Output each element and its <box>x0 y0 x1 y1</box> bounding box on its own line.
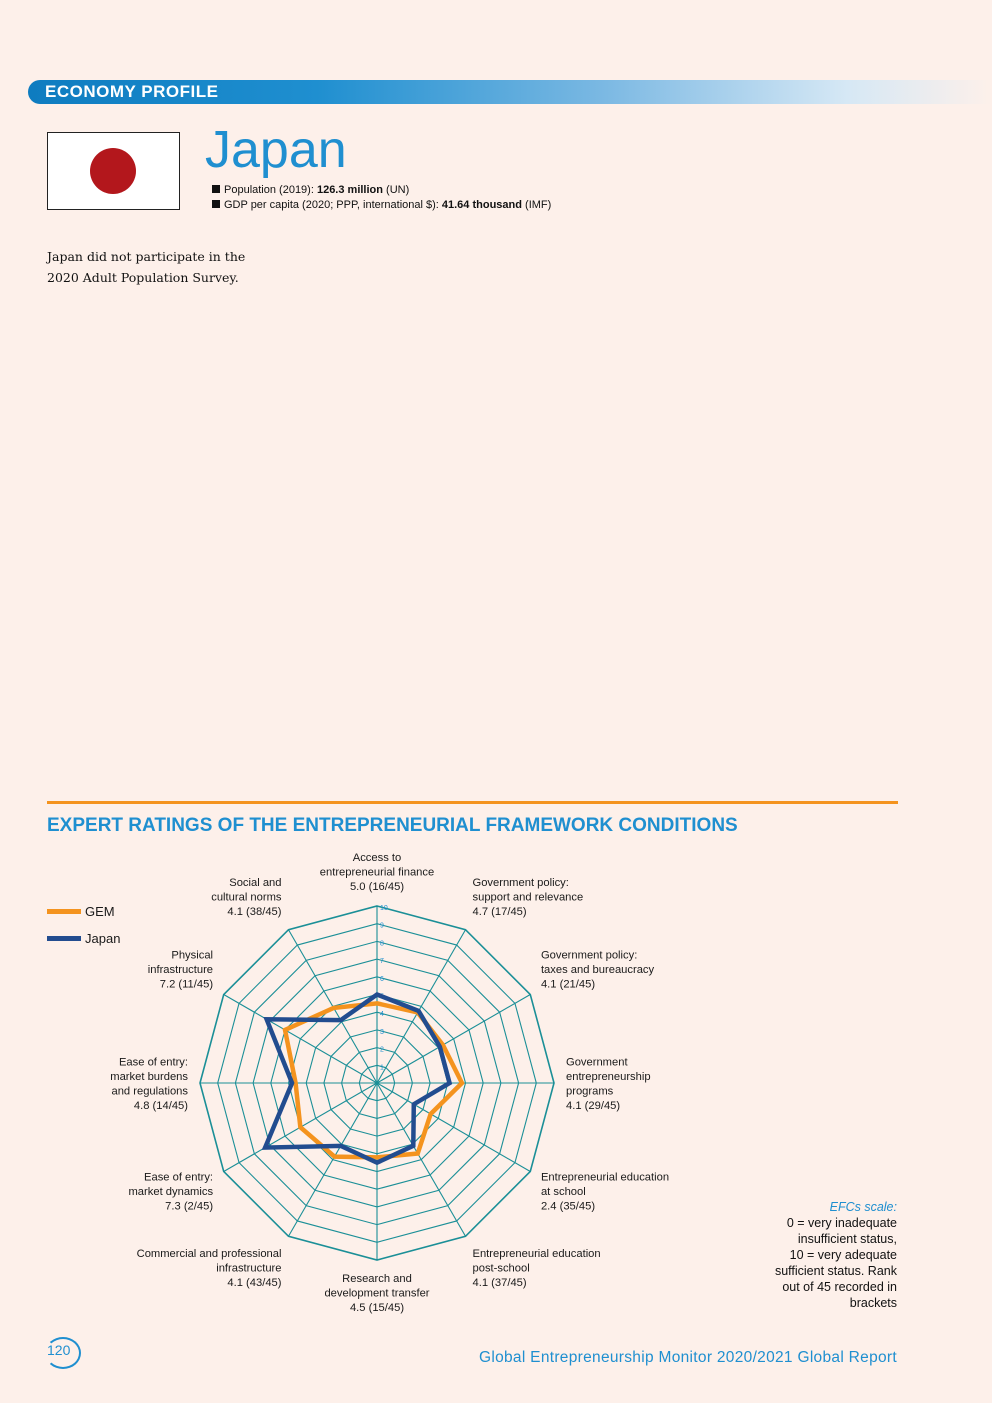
axis-label-line: 2.4 (35/45) <box>540 1200 596 1213</box>
axis-label-line: 4.1 (38/45) <box>227 906 282 919</box>
axis-label <box>541 950 655 991</box>
scale-tick-label: 2 <box>380 1046 384 1054</box>
axis-label-line: programs <box>566 1085 614 1098</box>
axis-label <box>473 1248 601 1289</box>
axis-label-line: Government <box>566 1056 628 1069</box>
axis-label <box>148 950 214 991</box>
population-source: (UN) <box>382 184 410 196</box>
axis-label-line: 4.1 (37/45) <box>472 1276 527 1289</box>
axis-label-line: 5.0 (16/45) <box>349 881 405 893</box>
scale-tick-label: 8 <box>380 940 384 948</box>
axis-label <box>324 1273 429 1314</box>
axis-label-line: 7.3 (2/45) <box>165 1200 214 1213</box>
axis-label <box>211 877 282 918</box>
scale-tick-label: 4 <box>380 1011 384 1019</box>
scale-note-title: EFCs scale: <box>829 1200 897 1214</box>
axis-label-line: development transfer <box>324 1287 430 1300</box>
scale-tick-label: 5 <box>380 993 384 1001</box>
axis-label <box>473 877 584 918</box>
axis-label-line: taxes and bureaucracy <box>540 964 655 976</box>
scale-tick-label: 10 <box>380 905 388 912</box>
axis-label-line: 4.1 (29/45) <box>566 1099 621 1112</box>
gdp-source: (IMF) <box>521 199 552 211</box>
axis-label <box>320 852 434 893</box>
axis-label-line: at school <box>540 1186 586 1198</box>
axis-label-line: entrepreneurial finance <box>319 866 435 879</box>
axis-label <box>137 1248 282 1289</box>
efc-scale-note <box>727 1199 897 1311</box>
axis-label-line: Physical <box>171 949 214 962</box>
gdp-label: GDP per capita (2020; PPP, international $): <box>224 199 442 211</box>
axis-label-line: infrastructure <box>216 1262 282 1275</box>
axis-label <box>566 1056 651 1112</box>
scale-note-line: insufficient status, <box>797 1232 897 1246</box>
axis-label-line: support and relevance <box>472 891 584 904</box>
axis-label-line: Research and <box>342 1273 412 1285</box>
axis-label-line: 7.2 (11/45) <box>159 978 214 991</box>
axis-label-line: Commercial and professional <box>136 1247 282 1260</box>
report-footer-title: Global Entrepreneurship Monitor 2020/2021 Global Report <box>478 1349 897 1366</box>
axis-label-line: Entrepreneurial education <box>540 1171 670 1184</box>
axis-label-line: entrepreneurship <box>566 1070 651 1083</box>
axis-label <box>110 1056 188 1112</box>
axis-label-line: Social and <box>229 877 282 890</box>
axis-label-line: and regulations <box>111 1085 188 1098</box>
axis-label-line: Government policy: <box>540 949 638 962</box>
population-value: 126.3 million <box>316 184 383 196</box>
axis-label-line: 4.5 (15/45) <box>349 1302 405 1314</box>
scale-tick-label: 1 <box>380 1064 384 1072</box>
axis-label <box>128 1172 213 1213</box>
legend-label-gem: GEM <box>85 904 115 919</box>
scale-note-line: sufficient status. Rank <box>774 1264 897 1278</box>
axis-label-line: 4.8 (14/45) <box>133 1099 188 1112</box>
note-line: 2020 Adult Population Survey. <box>47 270 239 285</box>
axis-label-line: Government policy: <box>472 877 569 890</box>
axis-label-line: Ease of entry: <box>118 1056 188 1069</box>
note-line: Japan did not participate in the <box>47 249 246 264</box>
scale-note-line: out of 45 recorded in <box>782 1280 897 1294</box>
scale-tick-label: 9 <box>380 922 384 930</box>
axis-label <box>541 1172 669 1213</box>
page-number-ring-icon <box>45 1337 81 1369</box>
axis-label-line: Ease of entry: <box>144 1171 214 1184</box>
scale-tick-label: 3 <box>380 1028 384 1036</box>
axis-label-line: infrastructure <box>147 964 214 976</box>
legend-label-japan: Japan <box>85 931 121 946</box>
country-title: Japan <box>205 121 347 179</box>
axis-label-line: 4.1 (43/45) <box>227 1276 282 1289</box>
scale-note-line: 10 = very adequate <box>789 1248 897 1262</box>
scale-tick-label: 6 <box>380 975 384 983</box>
page-number-text: 120 <box>47 1342 71 1358</box>
gdp-value: 41.64 thousand <box>441 199 522 211</box>
scale-note-line: 0 = very inadequate <box>786 1216 897 1230</box>
scale-note-line: brackets <box>849 1296 897 1310</box>
axis-label-line: market burdens <box>110 1070 188 1083</box>
section-title: EXPERT RATINGS OF THE ENTREPRENEURIAL FRAMEWORK CONDITIONS <box>47 815 738 836</box>
scale-tick-label: 7 <box>380 958 384 966</box>
axis-label-line: post-school <box>472 1262 530 1275</box>
page-number <box>47 1342 70 1358</box>
axis-label-line: cultural norms <box>211 891 282 904</box>
axis-label-line: 4.7 (17/45) <box>472 906 527 919</box>
axis-label-line: Entrepreneurial education <box>472 1247 601 1260</box>
axis-label-line: market dynamics <box>128 1186 214 1198</box>
axis-label-line: 4.1 (21/45) <box>540 978 596 991</box>
banner-label: ECONOMY PROFILE <box>45 82 219 101</box>
population-label: Population (2019): <box>224 184 317 196</box>
axis-label-line: Access to <box>352 852 402 864</box>
